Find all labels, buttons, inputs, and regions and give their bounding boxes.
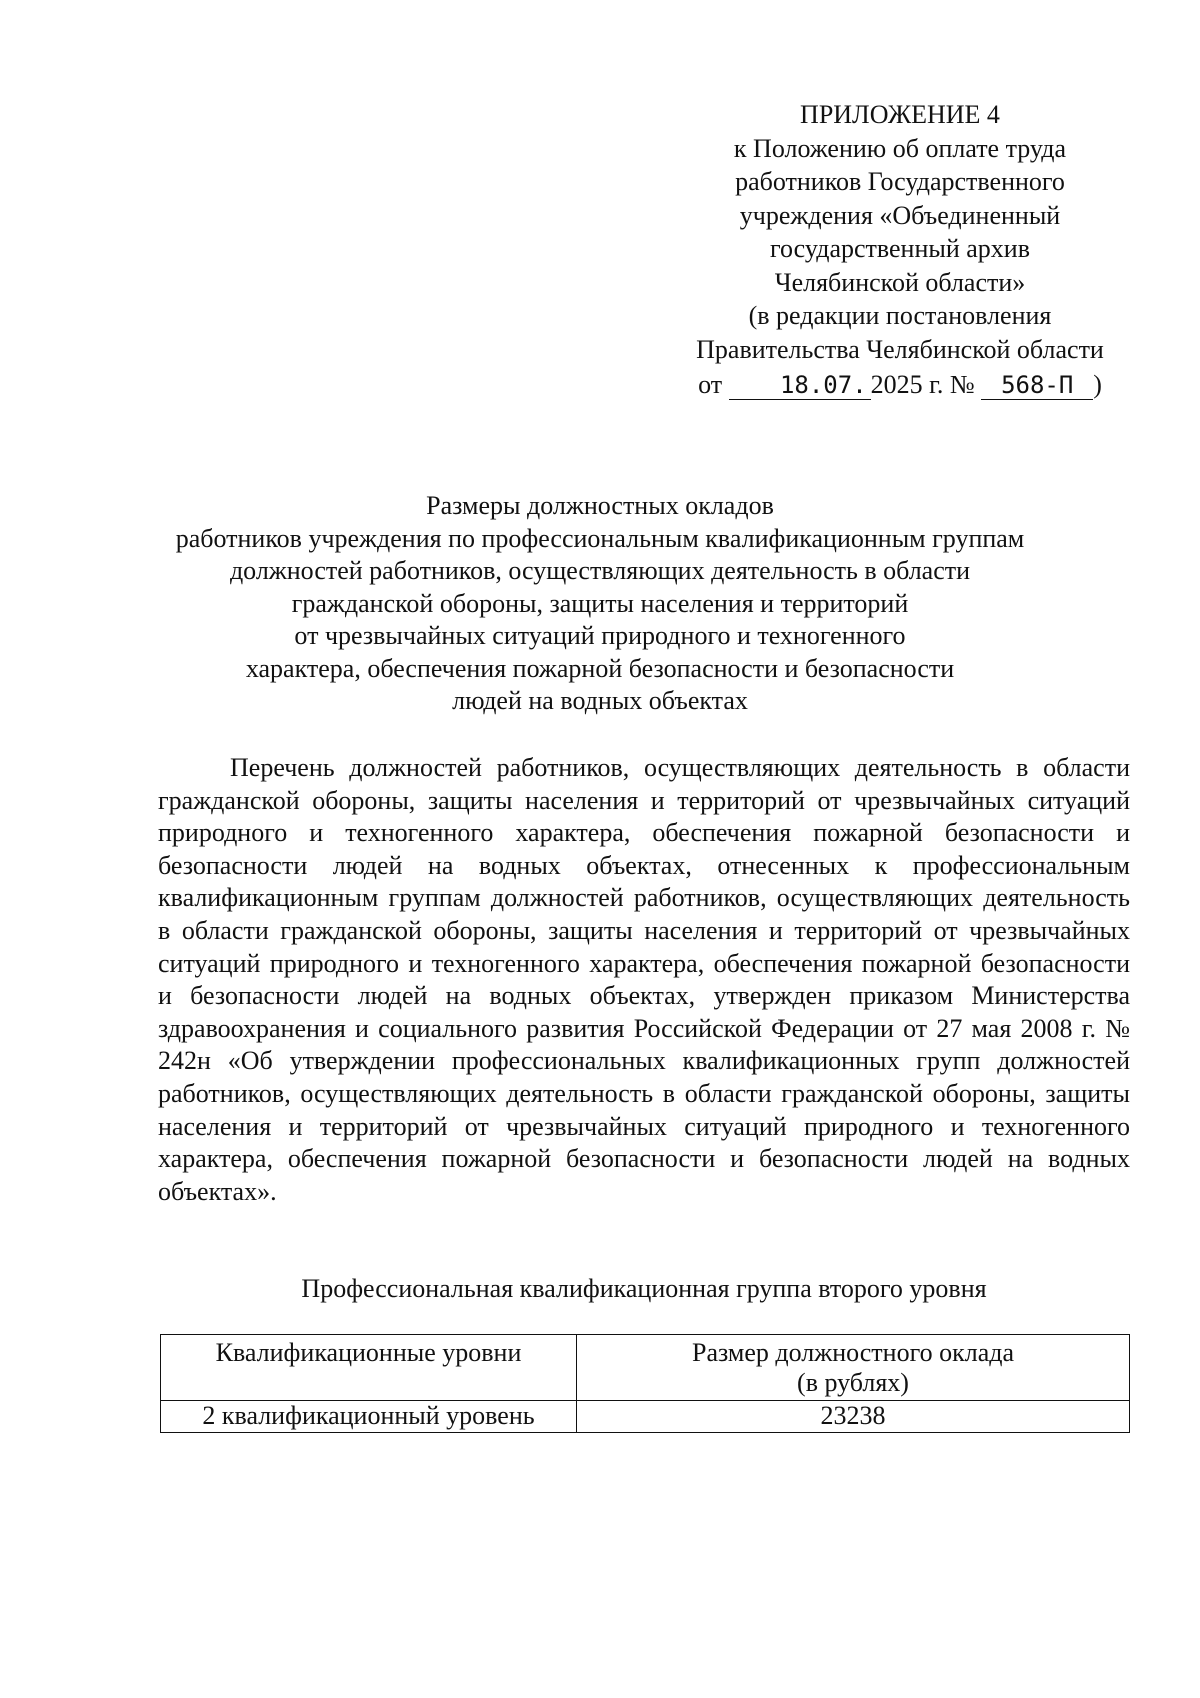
appendix-line: работников Государственного <box>735 167 1065 196</box>
table-row <box>161 1401 1130 1433</box>
resolution-year-text: 2025 г. № <box>870 370 975 399</box>
header-salary-size <box>577 1335 1130 1401</box>
appendix-line: государственный архив <box>770 234 1030 263</box>
title-line: гражданской обороны, защиты населения и территорий <box>291 588 909 618</box>
title-line: должностей работников, осуществляющих деятельность в области <box>229 556 971 585</box>
appendix-title: ПРИЛОЖЕНИЕ 4 <box>800 100 1000 129</box>
resolution-number-field: 568-П <box>981 371 1093 400</box>
title-line: характера, обеспечения пожарной безопасности и безопасности <box>245 653 955 683</box>
cell-salary-amount: 23238 <box>577 1401 1130 1433</box>
closing-paren: ) <box>1093 370 1102 399</box>
title-line: работников учреждения по профессиональным квалификационным группам <box>175 523 1025 553</box>
header-salary-unit: (в рублях) <box>797 1368 909 1397</box>
appendix-line: Правительства Челябинской области <box>696 334 1104 364</box>
appendix-header <box>670 98 1130 402</box>
appendix-line: учреждения «Объединенный <box>739 200 1061 230</box>
title-line: людей на водных объектах <box>452 686 748 715</box>
body-paragraph: Перечень должностей работников, осуществляющих деятельность в области гражданской обороны, защиты населения и территорий от чрезвычайных ситуаций природного и техногенного характера, обеспечения пожарной безопасности и безопасности людей на водных объектах, отнесенных к профессиональным квалификационным группам должностей работников, осуществляющих деятельность в области гражданской обороны, защиты населения и территорий от чрезвычайных ситуаций природного и техногенного характера, обеспечения пожарной безопасности и безопасности людей на водных объектах, утвержден приказом Министерства здравоохранения и социального развития Российской Федерации от 27 мая 2008 г. № 242н «Об утверждении профессиональных квалификационных групп должностей работников, осуществляющих деятельность в области гражданской обороны, защиты населения и территорий от чрезвычайных ситуаций природного и техногенного характера, обеспечения пожарной безопасности и безопасности людей на водных объектах». <box>158 753 1130 1206</box>
group-subtitle: Профессиональная квалификационная группа второго уровня <box>301 1274 987 1303</box>
header-qualification-levels: Квалификационные уровни <box>161 1335 577 1401</box>
salary-table <box>160 1334 1130 1433</box>
header-salary-label: Размер должностного оклада <box>691 1338 1015 1367</box>
date-prefix: от <box>698 370 723 399</box>
title-line: Размеры должностных окладов <box>426 491 774 520</box>
resolution-date-field: 18.07. <box>729 371 871 400</box>
cell-qualification-level: 2 квалификационный уровень <box>161 1401 577 1433</box>
appendix-line: (в редакции постановления <box>748 301 1052 330</box>
title-line: от чрезвычайных ситуаций природного и техногенного <box>294 621 906 650</box>
table-header-row <box>161 1335 1130 1401</box>
resolution-date-line <box>670 368 1130 402</box>
document-title <box>140 490 1060 718</box>
appendix-line: Челябинской области» <box>774 267 1026 297</box>
appendix-line: к Положению об оплате труда <box>733 133 1067 163</box>
